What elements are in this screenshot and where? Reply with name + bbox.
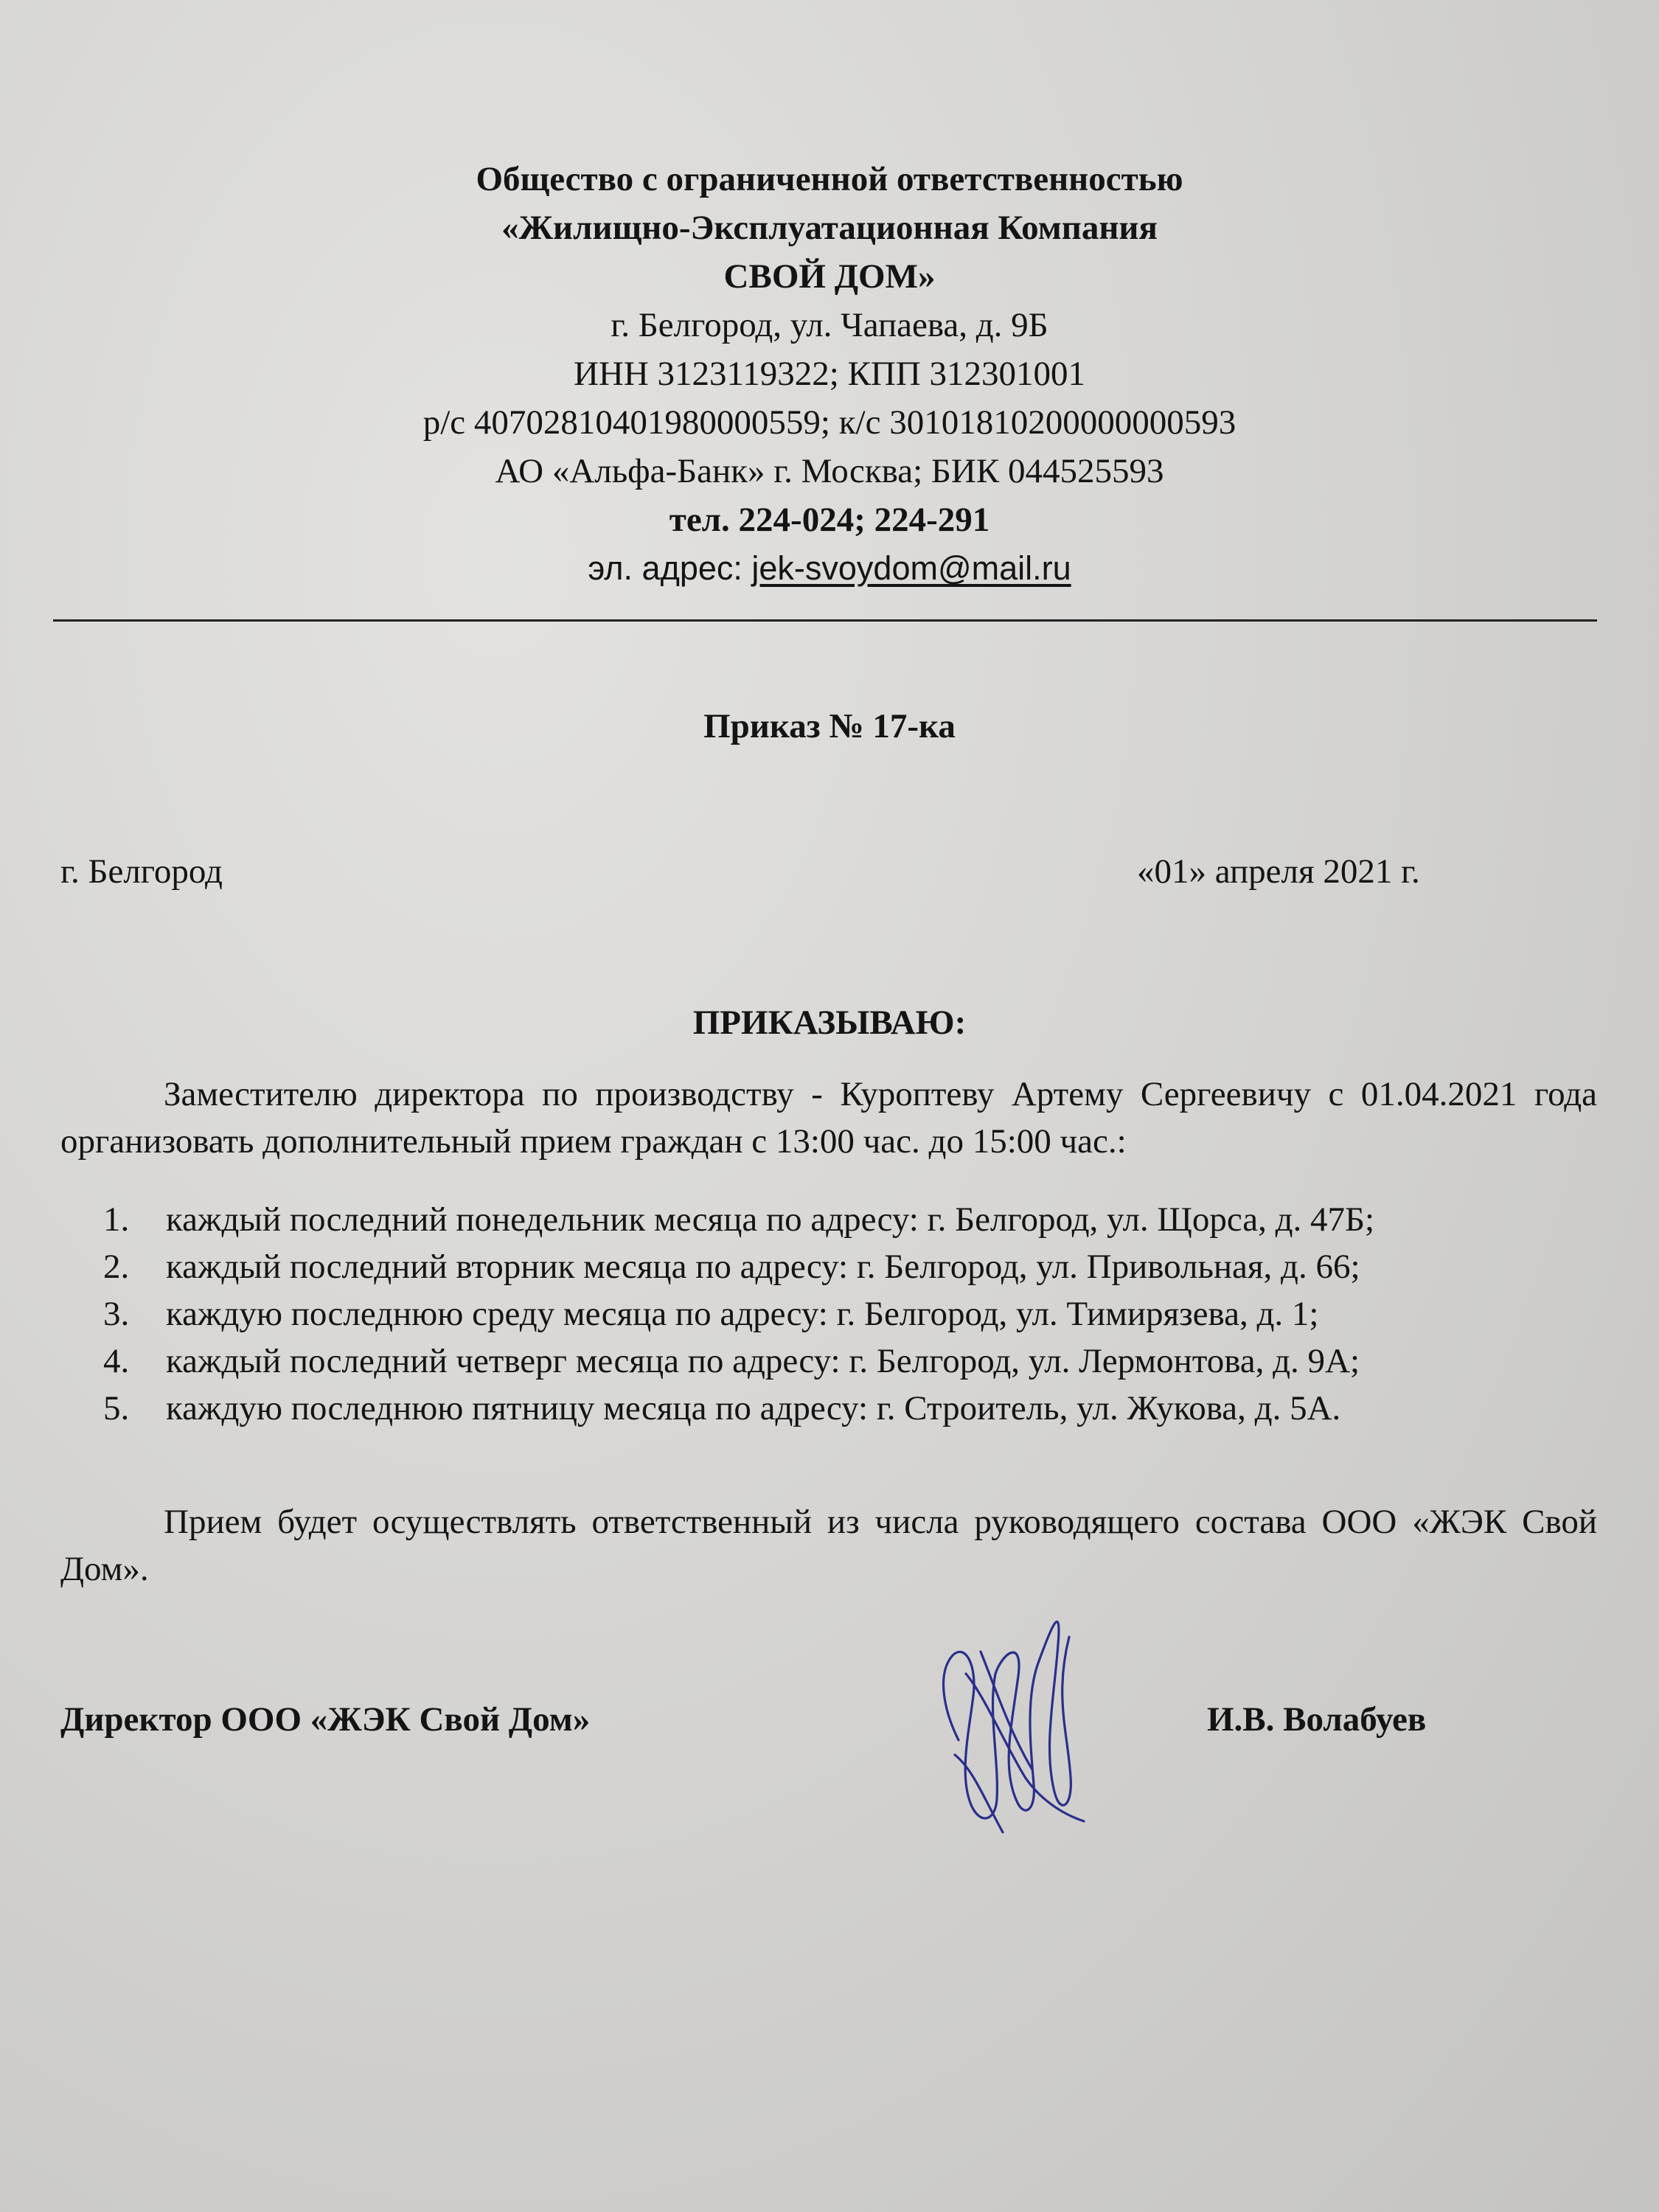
org-email-line: [0, 544, 1659, 593]
list-item: [103, 1196, 1607, 1243]
list-item-text: каждую последнюю пятницу месяца по адресу: г. Строитель, ул. Жукова, д. 5А.: [166, 1389, 1341, 1427]
list-item: [103, 1385, 1607, 1432]
handwritten-signature: [914, 1585, 1106, 1851]
list-item-text: каждый последний понедельник месяца по адресу: г. Белгород, ул. Щорса, д. 47Б;: [166, 1200, 1375, 1239]
list-item-number: 3.: [103, 1295, 130, 1333]
org-bank: АО «Альфа-Банк» г. Москва; БИК 044525593: [495, 452, 1164, 490]
order-title: Приказ № 17-ка: [703, 707, 956, 745]
list-item-number: 4.: [103, 1342, 130, 1380]
list-item: [103, 1338, 1607, 1385]
org-name-line-1: Общество с ограниченной ответственностью: [476, 160, 1183, 198]
signer-name: И.В. Волабуев: [1207, 1700, 1427, 1739]
list-item-text: каждый последний вторник месяца по адресу: г. Белгород, ул. Привольная, д. 66;: [166, 1248, 1360, 1286]
list-item-number: 1.: [103, 1200, 130, 1239]
list-item: [103, 1243, 1607, 1290]
org-inn-kpp: ИНН 3123119322; КПП 312301001: [573, 355, 1086, 393]
list-item-text: каждый последний четверг месяца по адресу: г. Белгород, ул. Лермонтова, д. 9А;: [166, 1342, 1360, 1380]
org-accounts: р/с 40702810401980000559; к/с 30101810200000000593: [422, 403, 1237, 442]
signer-title: Директор ООО «ЖЭК Свой Дом»: [60, 1700, 591, 1739]
order-closing-paragraph: [60, 1498, 1597, 1593]
org-phones: тел. 224-024; 224-291: [669, 501, 990, 539]
org-address: г. Белгород, ул. Чапаева, д. 9Б: [611, 306, 1048, 344]
order-city: г. Белгород: [60, 852, 223, 891]
org-name-line-2: «Жилищно-Эксплуатационная Компания: [501, 209, 1158, 247]
letterhead: [0, 155, 1659, 593]
order-date: «01» апреля 2021 г.: [1137, 852, 1420, 891]
order-closing-text: Прием будет осуществлять ответственный из числа руководящего состава ООО «ЖЭК Свой Дом».: [60, 1503, 1597, 1588]
reception-schedule-list: [103, 1196, 1607, 1432]
letterhead-divider: [53, 619, 1597, 622]
email-label: эл. адрес:: [588, 549, 752, 587]
list-item-text: каждую последнюю среду месяца по адресу: г. Белгород, ул. Тимирязева, д. 1;: [166, 1295, 1319, 1333]
order-intro-text: Заместителю директора по производству - Куроптеву Артему Сергеевичу с 01.04.2021 года организовать дополнительный прием граждан с 13:00 час. до 15:00 час.:: [60, 1075, 1597, 1161]
list-item-number: 2.: [103, 1248, 130, 1286]
list-item-number: 5.: [103, 1389, 130, 1427]
email-link[interactable]: jek-svoydom@mail.ru: [751, 549, 1071, 587]
order-heading: ПРИКАЗЫВАЮ:: [692, 1004, 967, 1042]
org-name-line-3: СВОЙ ДОМ»: [723, 257, 936, 296]
list-item: [103, 1290, 1607, 1338]
order-intro-paragraph: [60, 1071, 1597, 1165]
